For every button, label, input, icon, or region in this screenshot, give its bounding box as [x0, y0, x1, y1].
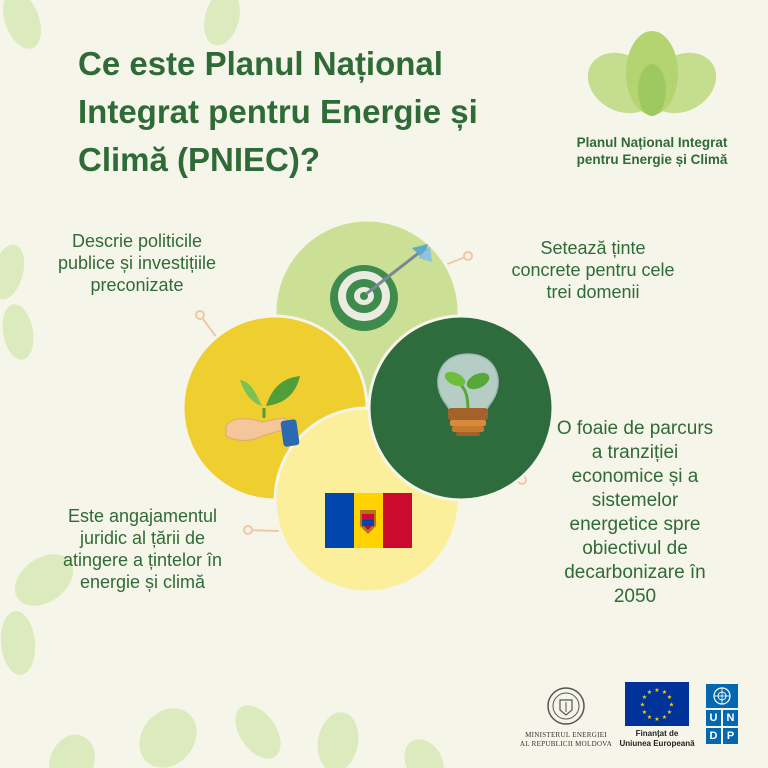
callout-line: energetice spre	[569, 514, 701, 535]
callout-commitment	[20, 505, 265, 593]
callout-line: decarbonizare în	[564, 562, 706, 583]
svg-text:★: ★	[641, 694, 648, 701]
brand-label-line: Planul Național Integrat	[576, 135, 728, 150]
svg-text:★: ★	[661, 689, 668, 696]
svg-text:★: ★	[654, 716, 660, 723]
callout-line: Setează ținte	[540, 238, 646, 258]
eu-line: Uniunea Europeană	[619, 739, 695, 748]
svg-text:★: ★	[666, 709, 673, 716]
svg-text:★: ★	[646, 689, 653, 696]
callout-policies	[22, 230, 252, 296]
callout-line: Este angajamentul	[67, 506, 218, 526]
ministry-line: AL REPUBLICII MOLDOVA	[519, 740, 613, 748]
ministry-seal-icon	[546, 684, 586, 728]
svg-text:★: ★	[668, 701, 675, 709]
svg-text:★: ★	[666, 694, 673, 701]
undp-letter: U	[706, 710, 721, 726]
callout-line: publice și investițiile	[57, 253, 217, 273]
undp-letter: N	[723, 710, 738, 726]
brand-label-line: pentru Energie și Climă	[576, 152, 728, 167]
ministry-name	[506, 731, 626, 749]
callout-line: sistemelor	[591, 490, 679, 511]
ministry-line: MINISTERUL ENERGIEI	[525, 731, 607, 739]
svg-text:★: ★	[641, 709, 648, 716]
callout-line: energie și climă	[79, 572, 206, 592]
callout-line: preconizate	[90, 275, 184, 295]
callout-line: trei domenii	[546, 282, 640, 302]
eu-flag-icon	[625, 682, 689, 726]
callout-line: juridic al țării de	[79, 528, 206, 548]
moldova-flag-icon	[325, 493, 412, 548]
svg-text:★: ★	[646, 714, 653, 721]
callout-line: O foaie de parcurs	[556, 418, 714, 439]
undp-letter: D	[706, 728, 721, 744]
title-line: Ce este Planul Național	[78, 45, 443, 82]
connector-dot	[196, 311, 204, 319]
callout-line: economice și a	[571, 466, 699, 487]
callout-targets	[468, 237, 718, 303]
callout-line: Descrie politicile	[71, 231, 203, 251]
title-line: Integrat pentru Energie și	[78, 93, 478, 130]
callout-line: concrete pentru cele	[511, 260, 675, 280]
eu-line: Finanțat de	[635, 729, 679, 738]
callout-line: obiectivul de	[582, 538, 688, 559]
title-line: Climă (PNIEC)?	[78, 141, 321, 178]
callout-roadmap	[530, 417, 740, 609]
svg-text:★: ★	[661, 714, 668, 721]
un-emblem-icon	[706, 684, 738, 708]
callout-line: 2050	[613, 586, 657, 607]
undp-logo	[706, 684, 738, 744]
svg-text:★: ★	[639, 701, 646, 709]
undp-letter: P	[723, 728, 738, 744]
callout-line: atingere a țintelor în	[62, 550, 223, 570]
callout-line: a tranziției	[591, 442, 679, 463]
svg-text:★: ★	[654, 687, 660, 694]
eu-funding-text	[612, 729, 702, 749]
